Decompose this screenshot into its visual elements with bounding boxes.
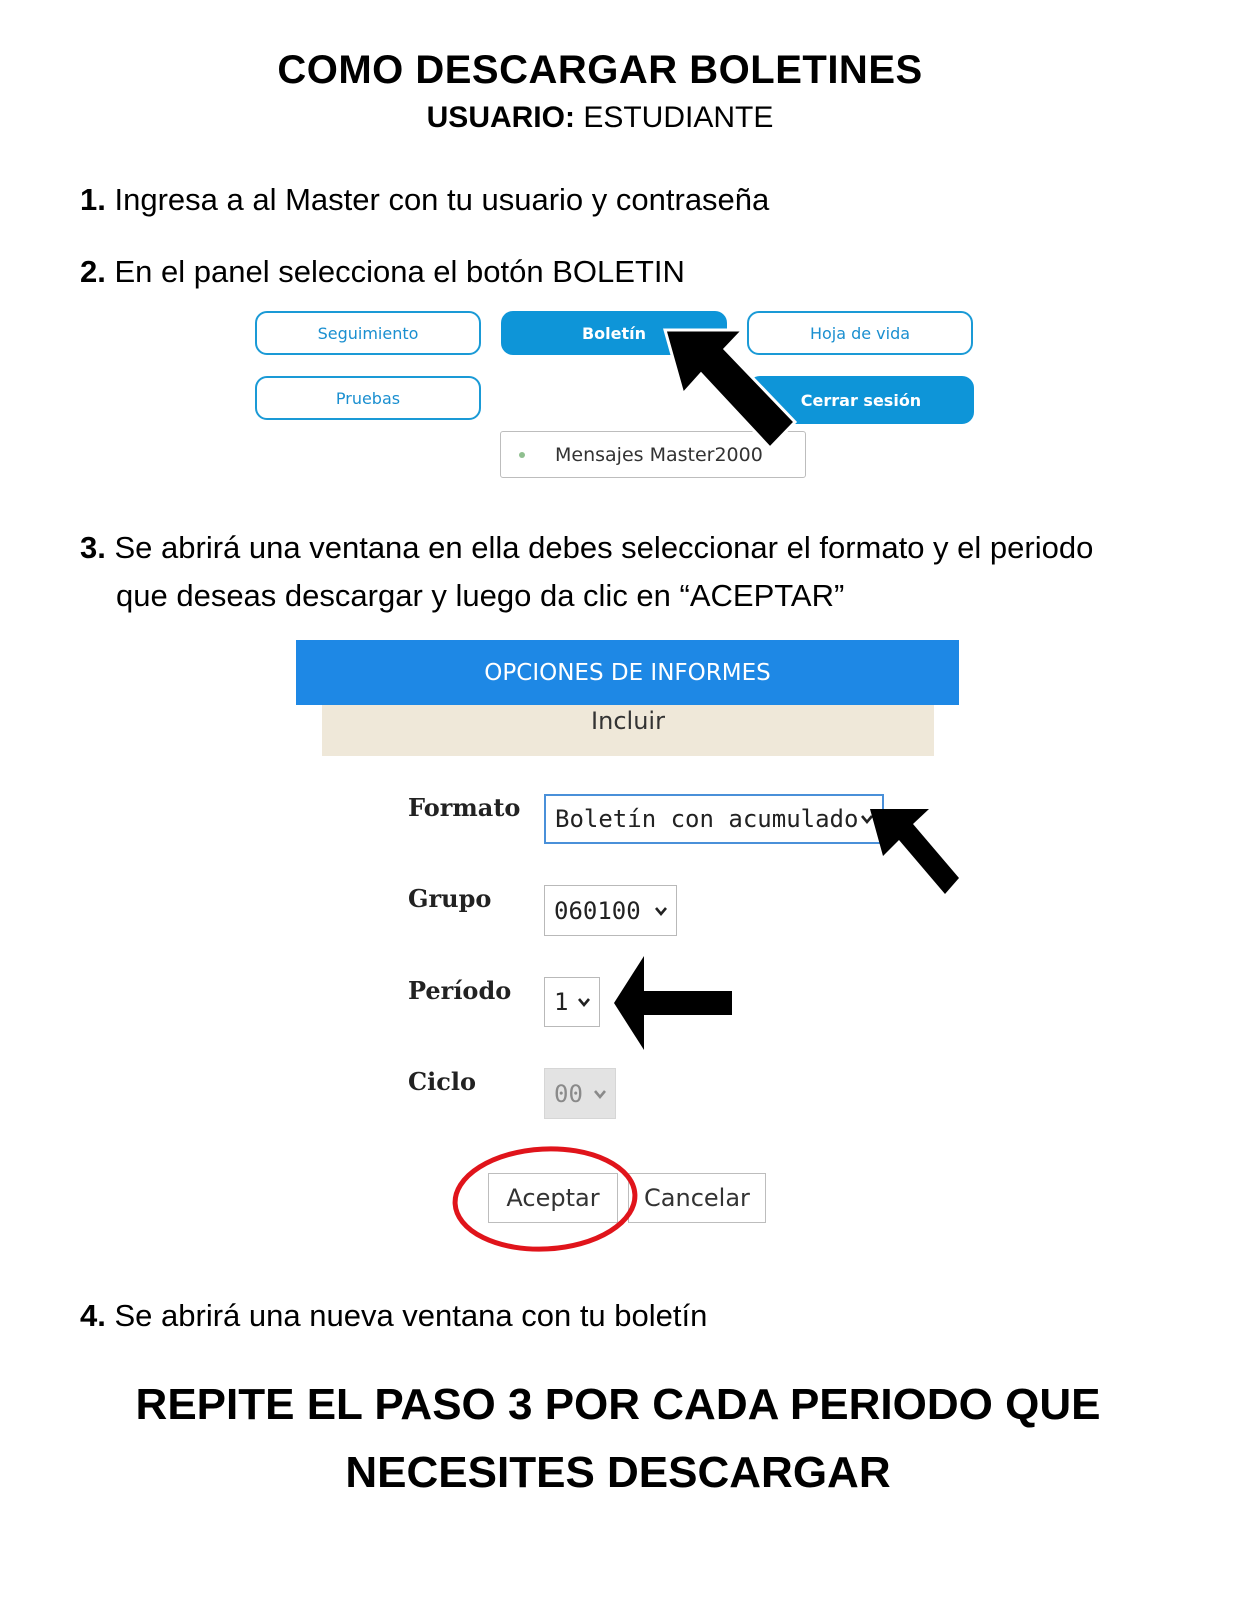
- final-note-line-2: NECESITES DESCARGAR: [345, 1448, 891, 1497]
- chevron-down-icon: [577, 995, 591, 1009]
- grupo-label: Grupo: [408, 884, 492, 913]
- hoja-de-vida-button[interactable]: Hoja de vida: [747, 311, 973, 355]
- step-number: 4.: [80, 1298, 106, 1333]
- step-4: [80, 1292, 707, 1340]
- status-dot-icon: [519, 452, 525, 458]
- ciclo-label: Ciclo: [408, 1067, 476, 1096]
- step-1: [80, 176, 769, 224]
- step-number: 2.: [80, 254, 106, 289]
- arrow-left-icon: [610, 953, 736, 1053]
- periodo-value: 1: [554, 988, 569, 1016]
- page-subtitle: [0, 101, 1200, 135]
- mensajes-label: Mensajes Master2000: [555, 443, 763, 466]
- user-label: USUARIO:: [426, 101, 575, 134]
- pruebas-button[interactable]: Pruebas: [255, 376, 481, 420]
- step-text: Ingresa a al Master con tu usuario y contraseña: [114, 182, 770, 217]
- step-text: En el panel selecciona el botón BOLETIN: [114, 254, 685, 289]
- step-text: Se abrirá una ventana en ella debes seleccionar el formato y el periodo: [114, 530, 1094, 565]
- step-number: 1.: [80, 182, 106, 217]
- step-2: [80, 248, 685, 296]
- chevron-down-icon: [654, 904, 668, 918]
- formato-label: Formato: [408, 793, 521, 822]
- cancelar-button[interactable]: Cancelar: [628, 1173, 766, 1223]
- grupo-select[interactable]: [544, 885, 677, 936]
- user-value: ESTUDIANTE: [583, 101, 774, 134]
- dialog-section-incluir: Incluir: [322, 705, 934, 756]
- step-text: Se abrirá una nueva ventana con tu boletín: [114, 1298, 708, 1333]
- chevron-down-icon: [593, 1087, 607, 1101]
- page-title: COMO DESCARGAR BOLETINES: [277, 48, 923, 92]
- periodo-select[interactable]: [544, 977, 600, 1027]
- ciclo-value: 00: [554, 1079, 583, 1108]
- ciclo-select: [544, 1068, 616, 1119]
- final-note-line-1: REPITE EL PASO 3 POR CADA PERIODO QUE: [135, 1380, 1101, 1429]
- step-text-continued: que deseas descargar y luego da clic en “ACEPTAR”: [116, 578, 845, 613]
- arrow-pointer-icon: [655, 322, 800, 457]
- boletin-button[interactable]: Boletín: [501, 311, 727, 355]
- cerrar-sesion-button[interactable]: Cerrar sesión: [748, 376, 974, 424]
- formato-select[interactable]: [544, 794, 884, 844]
- step-3: [80, 524, 1093, 620]
- periodo-label: Período: [408, 976, 512, 1005]
- step-number: 3.: [80, 530, 106, 565]
- grupo-value: 060100: [554, 896, 641, 925]
- dialog-header: OPCIONES DE INFORMES: [296, 640, 959, 705]
- arrow-pointer-icon: [865, 806, 965, 900]
- seguimiento-button[interactable]: Seguimiento: [255, 311, 481, 355]
- highlight-circle: [448, 1145, 644, 1257]
- formato-value: Boletín con acumulado: [555, 805, 859, 833]
- aceptar-button[interactable]: Aceptar: [488, 1173, 618, 1223]
